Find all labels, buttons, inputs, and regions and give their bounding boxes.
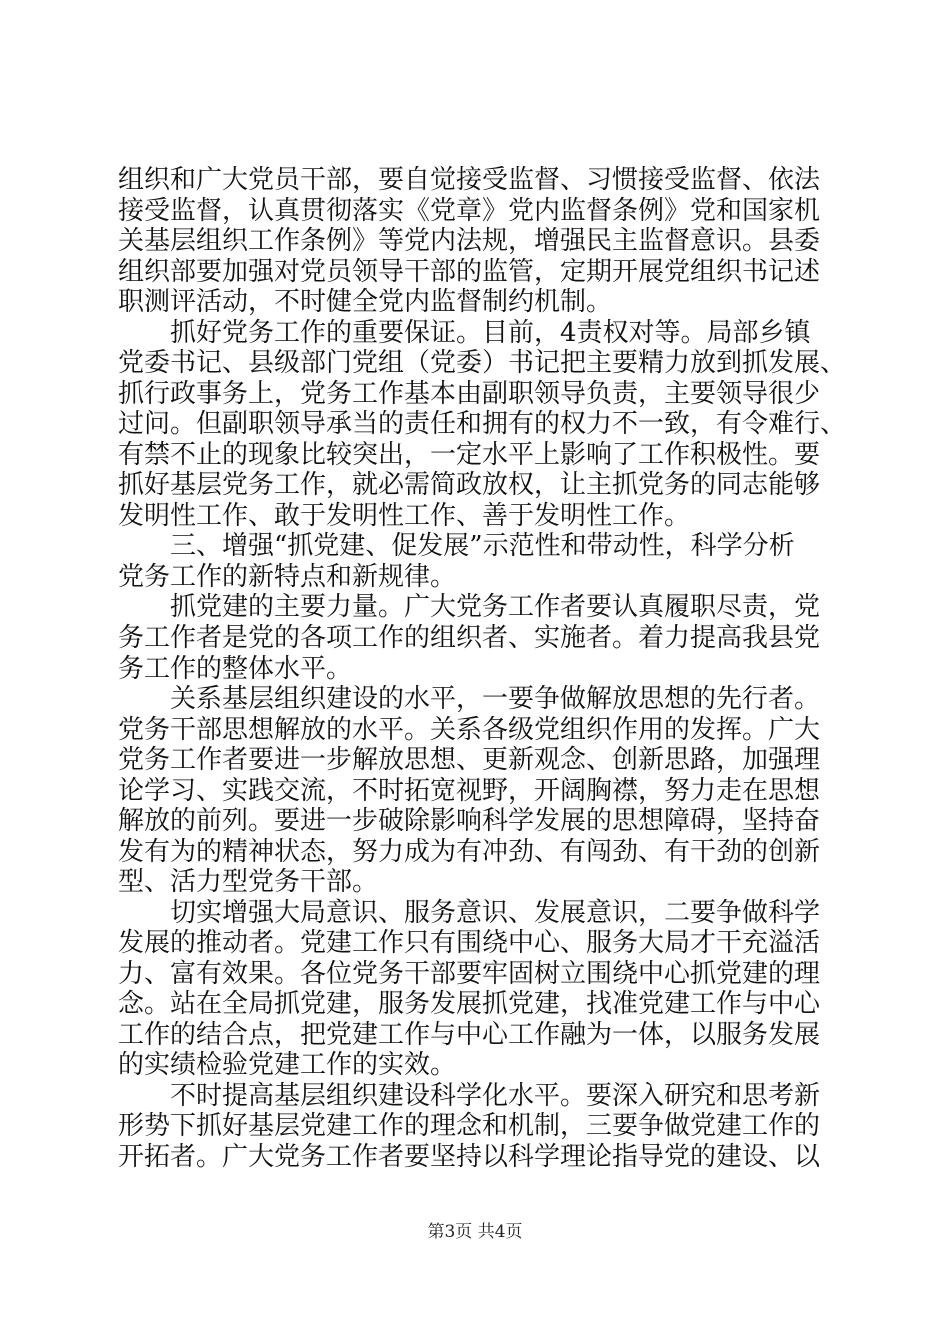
text-line: 组织部要加强对党员领导干部的监管，定期开展党组织书记述 [118,257,821,287]
text-line: 发有为的精神状态，努力成为有冲劲、有闯劲、有干劲的创新 [118,837,821,867]
paragraph-start: 抓党建的主要力量。广大党务工作者要认真履职尽责，党 [170,592,821,622]
text-line: 过问。但副职领导承当的责任和拥有的权力不一致，有令难行、 [118,409,847,439]
page-number-footer: 第3页 共4页 [427,1222,523,1242]
text-line: 有禁不止的现象比较突出，一定水平上影响了工作积极性。要 [118,440,821,470]
text-line: 念。站在全局抓党建，服务发展抓党建，找准党建工作与中心 [118,989,821,1019]
text-line: 组织和广大党员干部，要自觉接受监督、习惯接受监督、依法 [118,165,821,195]
text-line: 务工作者是党的各项工作的组织者、实施者。着力提高我县党 [118,623,821,653]
section-heading: 三、增强“抓党建、促发展”示范性和带动性，科学分析 [170,531,795,561]
text-line: 党委书记、县级部门党组（党委）书记把主要精力放到抓发展、 [118,348,847,378]
text-line: 发明性工作、敢于发明性工作、善于发明性工作。 [118,501,691,531]
text-line: 党务工作者要进一步解放思想、更新观念、创新思路，加强理 [118,745,821,775]
text-line: 解放的前列。要进一步破除影响科学发展的思想障碍，坚持奋 [118,806,821,836]
text-line: 的实绩检验党建工作的实效。 [118,1050,457,1080]
text-line: 职测评活动，不时健全党内监督制约机制。 [118,287,613,317]
text-line: 抓行政事务上，党务工作基本由副职领导负责，主要领导很少 [118,379,821,409]
paragraph-start: 关系基层组织建设的水平，一要争做解放思想的先行者。 [170,684,821,714]
text-line: 形势下抓好基层党建工作的理念和机制，三要争做党建工作的 [118,1111,821,1141]
text-line: 发展的推动者。党建工作只有围绕中心、服务大局才干充溢活 [118,928,821,958]
paragraph-start: 抓好党务工作的重要保证。目前，4责权对等。局部乡镇 [170,318,811,348]
paragraph-start: 不时提高基层组织建设科学化水平。要深入研究和思考新 [170,1081,821,1111]
text-line: 抓好基层党务工作，就必需简政放权，让主抓党务的同志能够 [118,470,821,500]
paragraph-start: 切实增强大局意识、服务意识、发展意识，二要争做科学 [170,898,821,928]
text-line: 党务工作的新特点和新规律。 [118,562,457,592]
text-line: 力、富有效果。各位党务干部要牢固树立围绕中心抓党建的理 [118,959,821,989]
text-line: 党务干部思想解放的水平。关系各级党组织作用的发挥。广大 [118,715,821,745]
text-line: 型、活力型党务干部。 [118,867,379,897]
text-line: 论学习、实践交流，不时拓宽视野，开阔胸襟，努力走在思想 [118,776,821,806]
text-line: 工作的结合点，把党建工作与中心工作融为一体，以服务发展 [118,1020,821,1050]
text-line: 开拓者。广大党务工作者要坚持以科学理论指导党的建设、以 [118,1142,821,1172]
text-line: 接受监督，认真贯彻落实《党章》党内监督条例》党和国家机 [118,196,821,226]
text-line: 务工作的整体水平。 [118,654,353,684]
text-line: 关基层组织工作条例》等党内法规，增强民主监督意识。县委 [118,226,821,256]
